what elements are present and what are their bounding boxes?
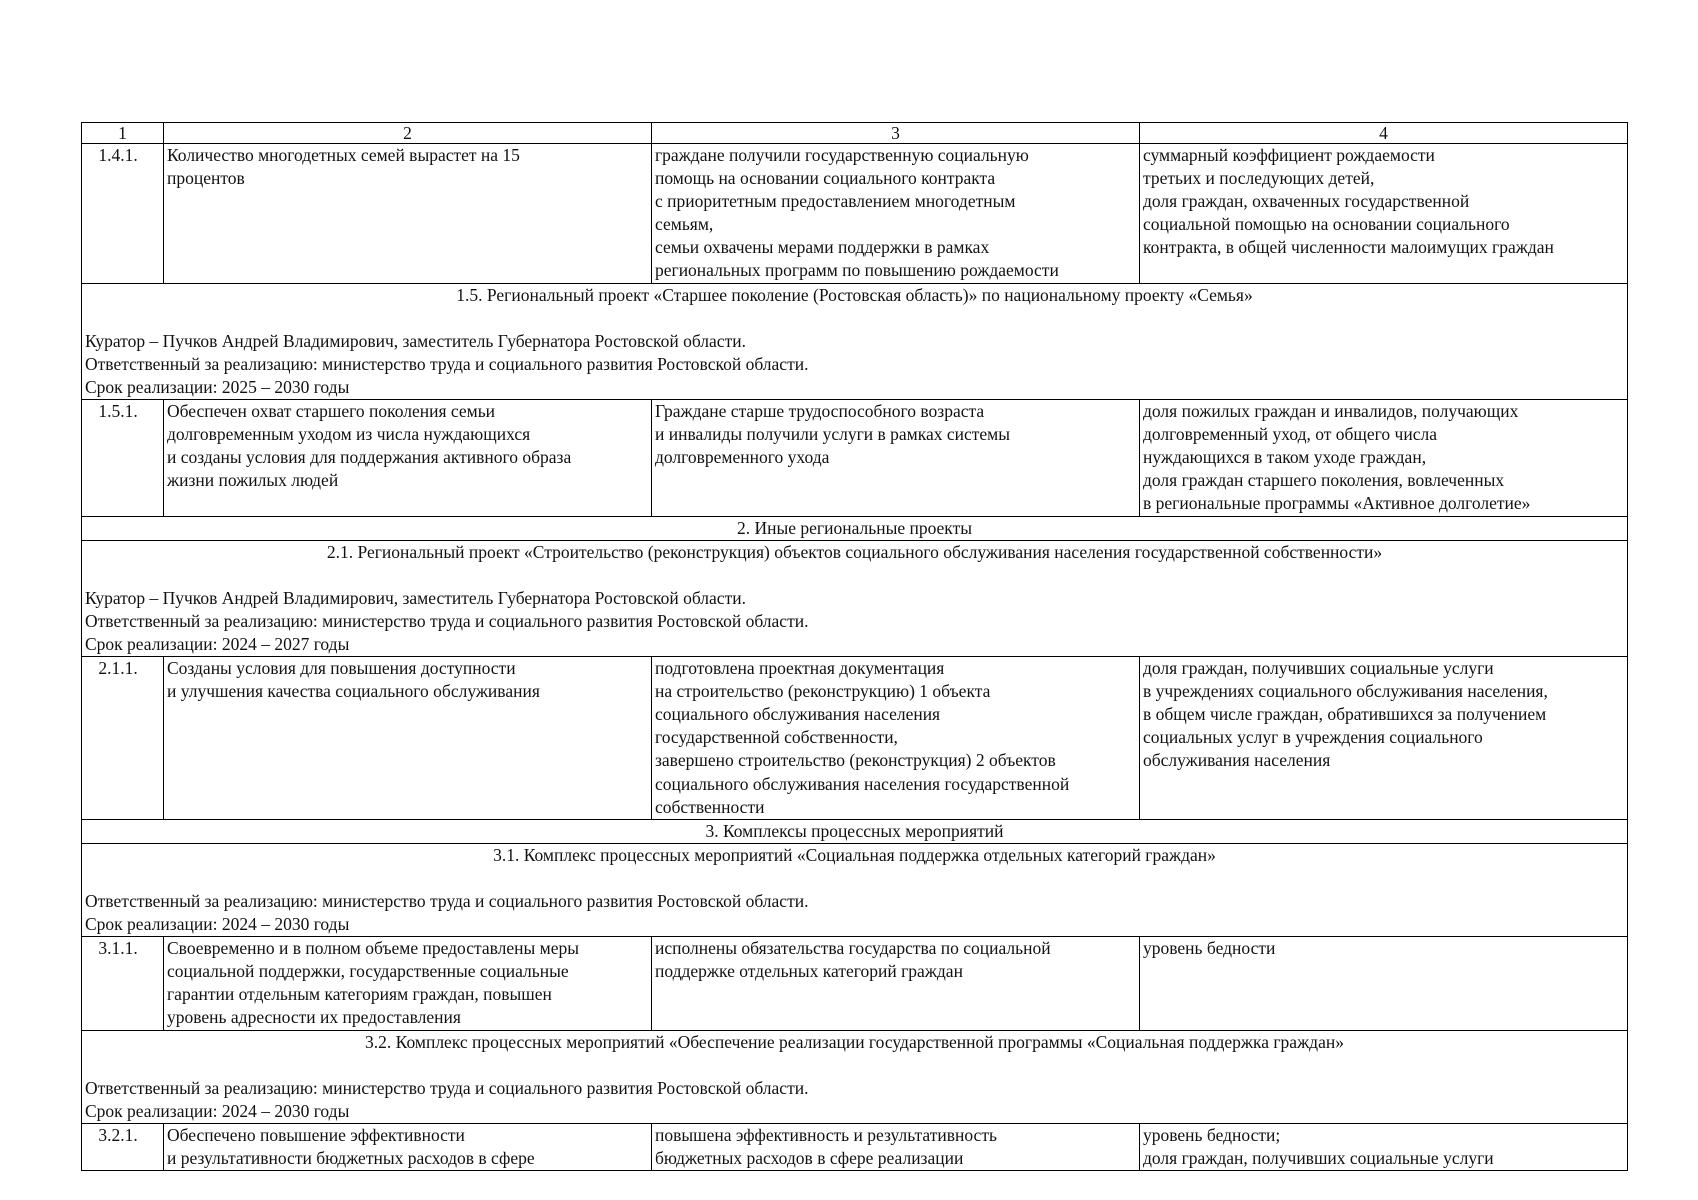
- result-cell: Граждане старше трудоспособного возраста и инвалиды получили услуги в рамках системы долговременного ухода: [652, 400, 1140, 516]
- result-cell: граждане получили государственную социальную помощь на основании социального контракта с приоритетным предоставлением многодетным семьям, семьи охвачены мерами поддержки в рамках региональных программ по повышению рождаемости: [652, 144, 1140, 284]
- task-cell: Количество многодетных семей вырастет на 15 процентов: [164, 144, 652, 284]
- section-meta: Ответственный за реализацию: министерство труда и социального развития Ростовской области. Срок реализации: 2024 – 2030 годы: [85, 1077, 809, 1121]
- table-row: [82, 657, 1628, 820]
- task-cell: Своевременно и в полном объеме предоставлены меры социальной поддержки, государственные социальные гарантии отдельным категориям граждан, повышен уровень адресности их предоставления: [164, 937, 652, 1030]
- indicator-cell: уровень бедности: [1140, 937, 1628, 1030]
- row-number: 1.4.1.: [82, 144, 164, 284]
- result-cell: исполнены обязательства государства по социальной поддержке отдельных категорий граждан: [652, 937, 1140, 1030]
- section-header: [82, 540, 1628, 656]
- column-number-2: 2: [164, 123, 652, 144]
- section-header-row: [82, 1030, 1628, 1123]
- section-header-row: [82, 843, 1628, 936]
- group-heading: 3. Комплексы процессных мероприятий: [82, 819, 1628, 843]
- result-cell: подготовлена проектная документация на строительство (реконструкцию) 1 объекта социального обслуживания населения государственной собственности, завершено строительство (реконструкция) 2 объектов социального обслуживания населения государственной собственности: [652, 657, 1140, 820]
- section-header: [82, 1030, 1628, 1123]
- section-header: [82, 283, 1628, 399]
- indicator-cell: суммарный коэффициент рождаемости третьих и последующих детей, доля граждан, охваченных государственной социальной помощью на основании социального контракта, в общей численности малоимущих граждан: [1140, 144, 1628, 284]
- indicator-cell: уровень бедности; доля граждан, получивших социальные услуги: [1140, 1123, 1628, 1170]
- column-number-1: 1: [82, 123, 164, 144]
- section-meta: Куратор – Пучков Андрей Владимирович, заместитель Губернатора Ростовской области. Ответственный за реализацию: министерство труда и социального развития Ростовской области. Срок реализации: 2025 – 2030 годы: [85, 330, 809, 397]
- program-structure-table: [81, 122, 1628, 1171]
- row-number: 3.1.1.: [82, 937, 164, 1030]
- section-title: 3.1. Комплекс процессных мероприятий «Социальная поддержка отдельных категорий граждан»: [493, 844, 1216, 865]
- table-row: [82, 1123, 1628, 1170]
- column-number-4: 4: [1140, 123, 1628, 144]
- row-number: 2.1.1.: [82, 657, 164, 820]
- column-number-3: 3: [652, 123, 1140, 144]
- section-header-row: [82, 283, 1628, 399]
- indicator-cell: доля граждан, получивших социальные услуги в учреждениях социального обслуживания населения, в общем числе граждан, обратившихся за получением социальных услуг в учреждения социального обслуживания населения: [1140, 657, 1628, 820]
- column-number-row: [82, 123, 1628, 144]
- section-meta: Ответственный за реализацию: министерство труда и социального развития Ростовской области. Срок реализации: 2024 – 2030 годы: [85, 891, 809, 935]
- task-cell: Обеспечен охват старшего поколения семьи долговременным уходом из числа нуждающихся и созданы условия для поддержания активного образа жизни пожилых людей: [164, 400, 652, 516]
- section-header-row: [82, 540, 1628, 656]
- section-header: [82, 843, 1628, 936]
- table-body: [82, 123, 1628, 1171]
- row-number: 3.2.1.: [82, 1123, 164, 1170]
- group-heading-row: [82, 819, 1628, 843]
- section-meta: Куратор – Пучков Андрей Владимирович, заместитель Губернатора Ростовской области. Ответственный за реализацию: министерство труда и социального развития Ростовской области. Срок реализации: 2024 – 2027 годы: [85, 587, 809, 654]
- table-row: [82, 144, 1628, 284]
- task-cell: Обеспечено повышение эффективности и результативности бюджетных расходов в сфере: [164, 1123, 652, 1170]
- section-title: 1.5. Региональный проект «Старшее поколение (Ростовская область)» по национальному проекту «Семья»: [456, 284, 1253, 305]
- result-cell: повышена эффективность и результативность бюджетных расходов в сфере реализации: [652, 1123, 1140, 1170]
- indicator-cell: доля пожилых граждан и инвалидов, получающих долговременный уход, от общего числа нуждающихся в таком уходе граждан, доля граждан старшего поколения, вовлеченных в региональные программы «Активное долголетие»: [1140, 400, 1628, 516]
- section-title: 3.2. Комплекс процессных мероприятий «Обеспечение реализации государственной программы «Социальная поддержка граждан»: [365, 1031, 1344, 1052]
- table-row: [82, 937, 1628, 1030]
- group-heading: 2. Иные региональные проекты: [82, 516, 1628, 540]
- section-title: 2.1. Региональный проект «Строительство (реконструкция) объектов социального обслуживания населения государственной собственности»: [326, 541, 1383, 562]
- table-row: [82, 400, 1628, 516]
- row-number: 1.5.1.: [82, 400, 164, 516]
- group-heading-row: [82, 516, 1628, 540]
- task-cell: Созданы условия для повышения доступности и улучшения качества социального обслуживания: [164, 657, 652, 820]
